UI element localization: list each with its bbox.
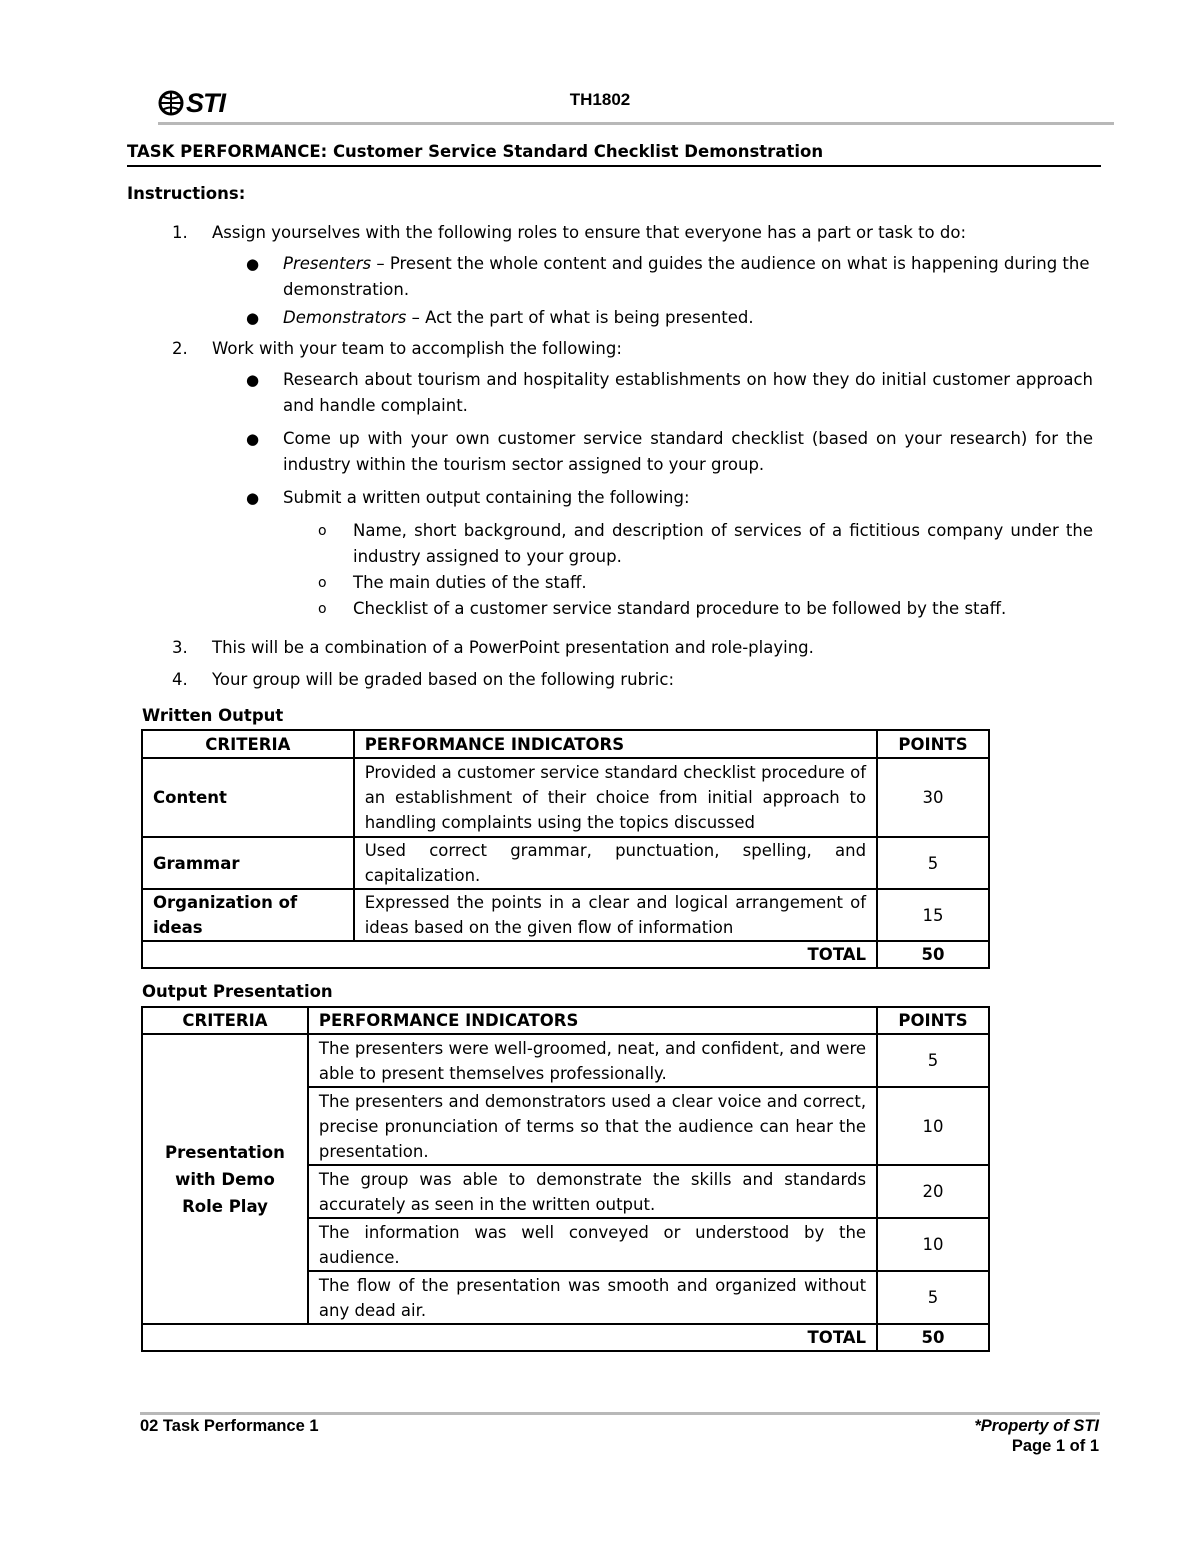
footer-property: *Property of STI: [974, 1417, 1099, 1435]
points-cell: 5: [877, 837, 989, 889]
indicator-cell: The presenters were well-groomed, neat, and confident, and were able to present themselves professionally.: [308, 1034, 877, 1087]
footer-document-name: 02 Task Performance 1: [140, 1417, 319, 1435]
output-presentation-table: [141, 1006, 990, 1352]
bullet-marker: ●: [246, 255, 260, 273]
role-description: – Present the whole content and guides the audience on what is happening during the demonstration.: [283, 254, 1090, 299]
sub-item: The main duties of the staff.: [353, 573, 587, 592]
header-points: POINTS: [877, 730, 989, 758]
criteria-cell: Presentation with Demo Role Play: [142, 1034, 308, 1324]
indicator-cell: The presenters and demonstrators used a clear voice and correct, precise pronunciation of terms so that the audience can hear the presentation.: [308, 1087, 877, 1165]
step-text: Your group will be graded based on the following rubric:: [212, 670, 675, 689]
bullet-marker: ●: [246, 309, 260, 327]
criteria-cell: Content: [142, 758, 354, 837]
total-label: TOTAL: [142, 1324, 877, 1351]
table-row: [142, 837, 989, 889]
title-divider: [127, 165, 1101, 167]
step-number: 4.: [172, 670, 188, 689]
task-bullet: Come up with your own customer service standard checklist (based on your research) for the industry within the tourism sector assigned to your group.: [283, 429, 1093, 474]
role-description: – Act the part of what is being presented.: [406, 308, 754, 327]
header-indicators: PERFORMANCE INDICATORS: [308, 1007, 877, 1034]
indicator-cell: The information was well conveyed or understood by the audience.: [308, 1218, 877, 1271]
total-row: [142, 1324, 989, 1351]
indicator-cell: Expressed the points in a clear and logical arrangement of ideas based on the given flow of information: [354, 889, 877, 941]
header-criteria: CRITERIA: [142, 1007, 308, 1034]
bullet-marker: ●: [246, 430, 260, 448]
output-presentation-title: Output Presentation: [142, 982, 333, 1001]
footer-divider: [140, 1412, 1100, 1415]
bullet-marker: ●: [246, 371, 260, 389]
table-row: [142, 1034, 989, 1087]
instructions-label: Instructions:: [127, 184, 246, 203]
step-number: 3.: [172, 638, 188, 657]
total-value: 50: [877, 941, 989, 968]
step-number: 2.: [172, 339, 188, 358]
step-text: Work with your team to accomplish the following:: [212, 339, 622, 358]
points-cell: 15: [877, 889, 989, 941]
indicator-cell: The group was able to demonstrate the skills and standards accurately as seen in the written output.: [308, 1165, 877, 1218]
step-text: Assign yourselves with the following roles to ensure that everyone has a part or task to do:: [212, 223, 967, 242]
header-indicators: PERFORMANCE INDICATORS: [354, 730, 877, 758]
table-row: [142, 889, 989, 941]
table-header-row: [142, 1007, 989, 1034]
role-name: Demonstrators: [283, 308, 407, 327]
table-header-row: [142, 730, 989, 758]
sub-item: Checklist of a customer service standard procedure to be followed by the staff.: [353, 599, 1007, 618]
step-number: 1.: [172, 223, 188, 242]
logo-text: STI: [186, 87, 226, 118]
course-code: TH1802: [569, 90, 631, 109]
task-bullet: Research about tourism and hospitality establishments on how they do initial customer approach and handle complaint.: [283, 370, 1093, 415]
role-bullet: [283, 251, 1093, 303]
task-bullet: Submit a written output containing the following:: [283, 488, 690, 507]
points-cell: 30: [877, 758, 989, 837]
header-divider: [158, 122, 1114, 125]
points-cell: 10: [877, 1218, 989, 1271]
role-bullet: [283, 305, 1093, 331]
points-cell: 10: [877, 1087, 989, 1165]
indicator-cell: Provided a customer service standard checklist procedure of an establishment of their choice from initial approach to handling complaints using the topics discussed: [354, 758, 877, 837]
points-cell: 5: [877, 1271, 989, 1324]
sub-marker: o: [318, 575, 327, 591]
total-row: [142, 941, 989, 968]
header-criteria: CRITERIA: [142, 730, 354, 758]
role-name: Presenters: [283, 254, 372, 273]
header-points: POINTS: [877, 1007, 989, 1034]
sub-marker: o: [318, 601, 327, 617]
document-title: TASK PERFORMANCE: Customer Service Standard Checklist Demonstration: [127, 142, 824, 161]
points-cell: 20: [877, 1165, 989, 1218]
points-cell: 5: [877, 1034, 989, 1087]
written-output-title: Written Output: [142, 706, 284, 725]
step-text: This will be a combination of a PowerPoint presentation and role-playing.: [212, 638, 814, 657]
indicator-cell: Used correct grammar, punctuation, spelling, and capitalization.: [354, 837, 877, 889]
indicator-cell: The flow of the presentation was smooth and organized without any dead air.: [308, 1271, 877, 1324]
bullet-marker: ●: [246, 489, 260, 507]
written-output-table: [141, 729, 990, 969]
total-label: TOTAL: [142, 941, 877, 968]
table-row: [142, 758, 989, 837]
sub-marker: o: [318, 523, 327, 539]
footer-page-number: Page 1 of 1: [1011, 1437, 1099, 1455]
total-value: 50: [877, 1324, 989, 1351]
criteria-cell: Grammar: [142, 837, 354, 889]
sub-item: Name, short background, and description of services of a fictitious company under the industry assigned to your group.: [353, 521, 1093, 566]
criteria-cell: Organization of ideas: [142, 889, 354, 941]
